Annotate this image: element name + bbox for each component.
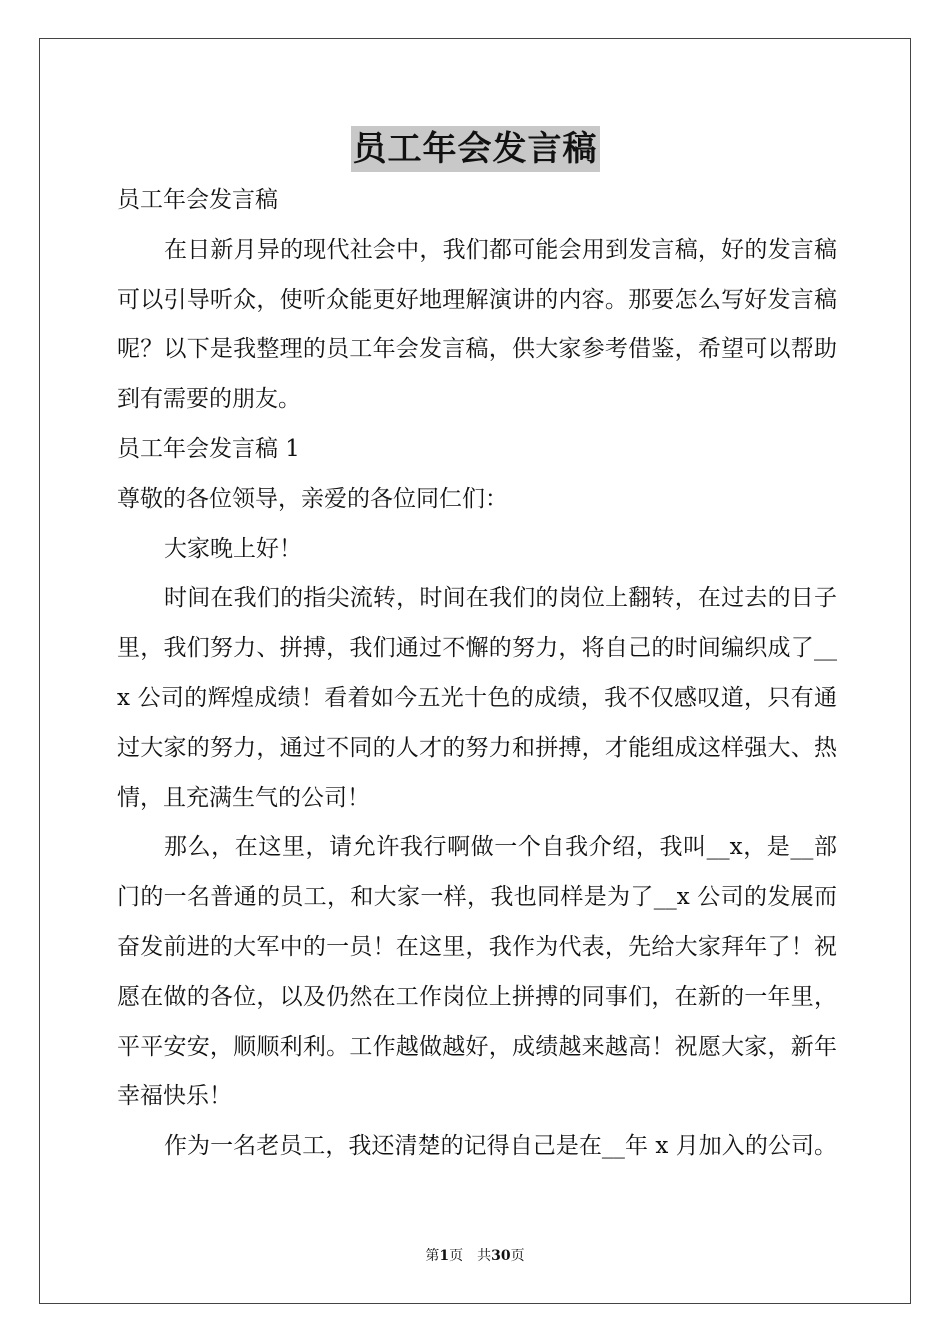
- paragraph-body-1: 时间在我们的指尖流转，时间在我们的岗位上翻转，在过去的日子里，我们努力、拼搏，我们通过不懈的努力，将自己的时间编织成了__x 公司的辉煌成绩！看着如今五光十色的成绩，我不仅感叹道，只有通过大家的努力，通过不同的人才的努力和拼搏，才能组成这样强大、热情，且充满生气的公司！: [117, 585, 837, 811]
- footer-mid: 页 共: [449, 1248, 492, 1264]
- section-heading: 员工年会发言稿 1: [117, 435, 300, 462]
- footer-prefix: 第: [425, 1248, 440, 1264]
- document-body: [117, 176, 837, 1172]
- footer-page-total: 30: [491, 1248, 511, 1264]
- page-footer: [0, 1246, 950, 1266]
- footer-suffix: 页: [510, 1248, 525, 1264]
- document-title: 员工年会发言稿: [351, 126, 600, 172]
- paragraph-body-3: 作为一名老员工，我还清楚的记得自己是在__年 x 月加入的公司。: [164, 1133, 837, 1160]
- paragraph-salutation: 尊敬的各位领导，亲爱的各位同仁们：: [117, 485, 508, 512]
- footer-page-current: 1: [439, 1248, 450, 1264]
- paragraph-intro: 在日新月异的现代社会中，我们都可能会用到发言稿，好的发言稿可以引导听众，使听众能更好地理解演讲的内容。那要怎么写好发言稿呢？以下是我整理的员工年会发言稿，供大家参考借鉴，希望可以帮助到有需要的朋友。: [117, 236, 837, 413]
- paragraph-body-2: 那么，在这里，请允许我行啊做一个自我介绍，我叫__x，是__部门的一名普通的员工，和大家一样，我也同样是为了__x 公司的发展而奋发前进的大军中的一员！在这里，我作为代表，先给大家拜年了！祝愿在做的各位，以及仍然在工作岗位上拼搏的同事们，在新的一年里，平平安安，顺顺利利。工作越做越好，成绩越来越高！祝愿大家，新年幸福快乐！: [117, 834, 837, 1110]
- paragraph-subtitle: 员工年会发言稿: [117, 187, 278, 213]
- title-container: [0, 126, 950, 172]
- paragraph-greeting: 大家晚上好！: [164, 535, 302, 562]
